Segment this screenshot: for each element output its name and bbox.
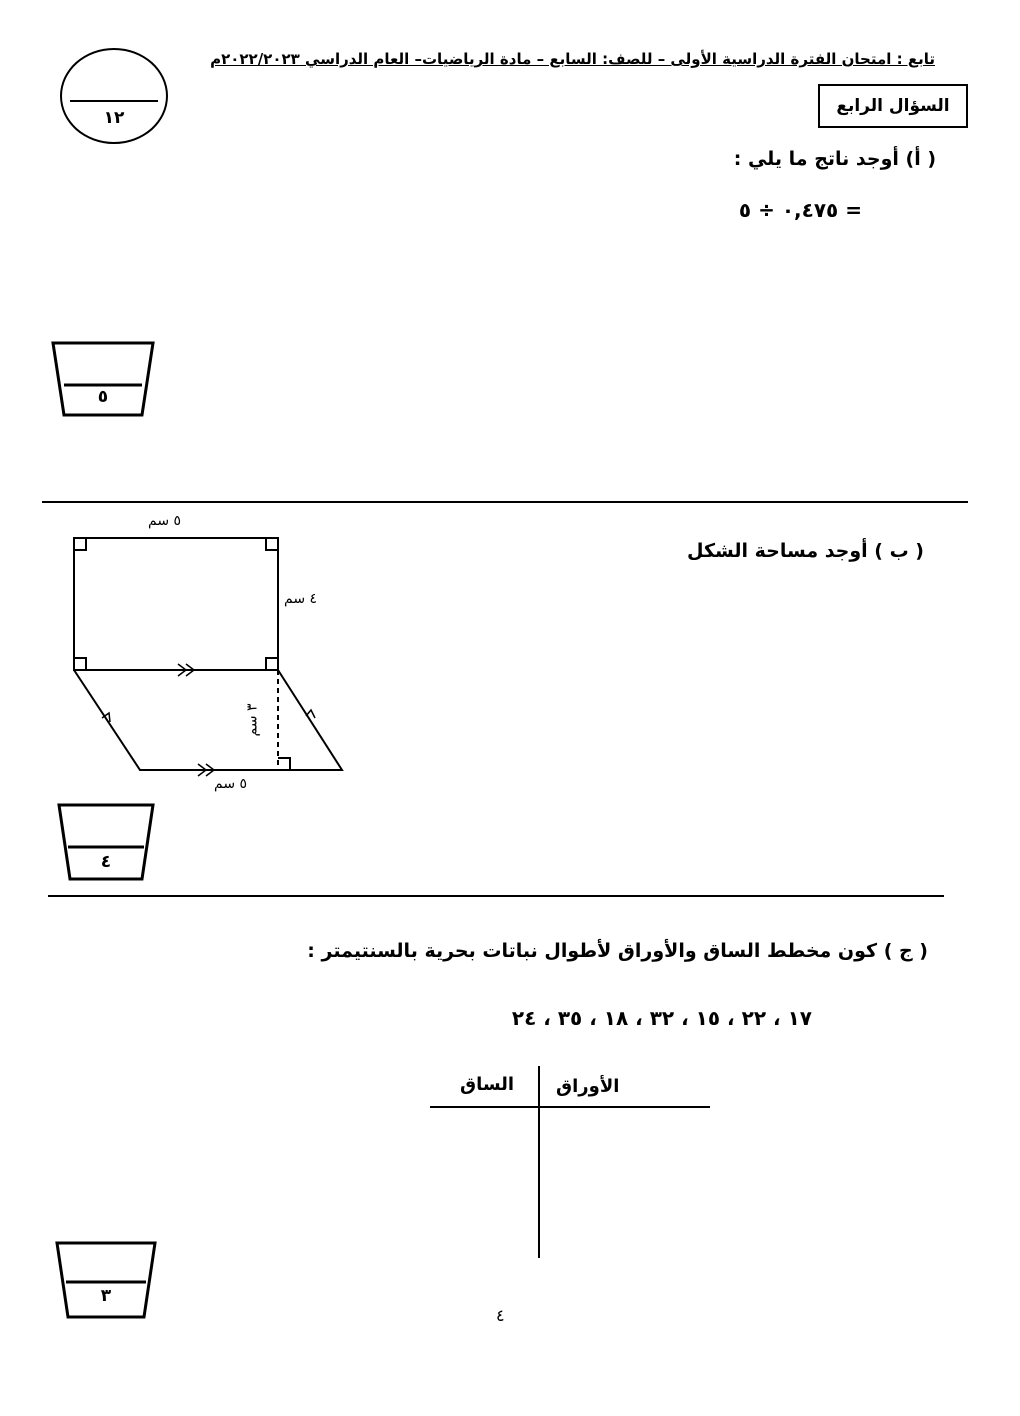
stem-leaf-divider — [538, 1066, 540, 1258]
part-b-marks-box — [56, 802, 156, 882]
part-c-marks: ٣ — [100, 1286, 112, 1306]
stem-leaf-header-rule — [430, 1106, 710, 1108]
part-a-marks-box — [50, 340, 156, 418]
top-side-label: ٥ سم — [148, 513, 182, 529]
rectangle-shape — [74, 538, 278, 670]
total-score: ١٢ — [103, 108, 125, 128]
right-side-label: ٤ سم — [284, 591, 318, 607]
page-number: ٤ — [496, 1306, 505, 1325]
part-b-title: ( ب ) أوجد مساحة الشكل — [687, 540, 924, 562]
leaf-header: الأوراق — [556, 1076, 620, 1097]
exam-header: تابع : امتحان الفترة الدراسية الأولى – للصف: السابع – مادة الرياضيات– العام الدراسي ٢٠٢٢/٢٠٢٣م — [210, 50, 935, 68]
bottom-side-label: ٥ سم — [214, 776, 248, 792]
composite-figure — [60, 520, 360, 790]
part-a-title: ( أ) أوجد ناتج ما يلي : — [733, 148, 936, 170]
part-a-expression: ٠,٤٧٥ ÷ ٥ = — [738, 198, 862, 222]
section-divider-2 — [48, 895, 944, 897]
part-c-marks-box — [54, 1240, 158, 1320]
total-score-circle — [60, 48, 168, 144]
stem-header: الساق — [460, 1074, 515, 1095]
question-title-box: السؤال الرابع — [818, 84, 968, 128]
part-b-marks: ٤ — [100, 852, 112, 872]
section-divider-1 — [42, 501, 968, 503]
part-c-title: ( ج ) كون مخطط الساق والأوراق لأطوال نباتات بحرية بالسنتيمتر : — [307, 940, 928, 962]
part-a-marks: ٥ — [97, 387, 109, 407]
parallelogram-shape — [74, 670, 342, 770]
height-label: ٣ سم — [244, 703, 261, 737]
score-divider — [70, 100, 158, 102]
part-c-data: ١٧ ، ٢٢ ، ١٥ ، ٣٢ ، ١٨ ، ٣٥ ، ٢٤ — [511, 1006, 812, 1030]
